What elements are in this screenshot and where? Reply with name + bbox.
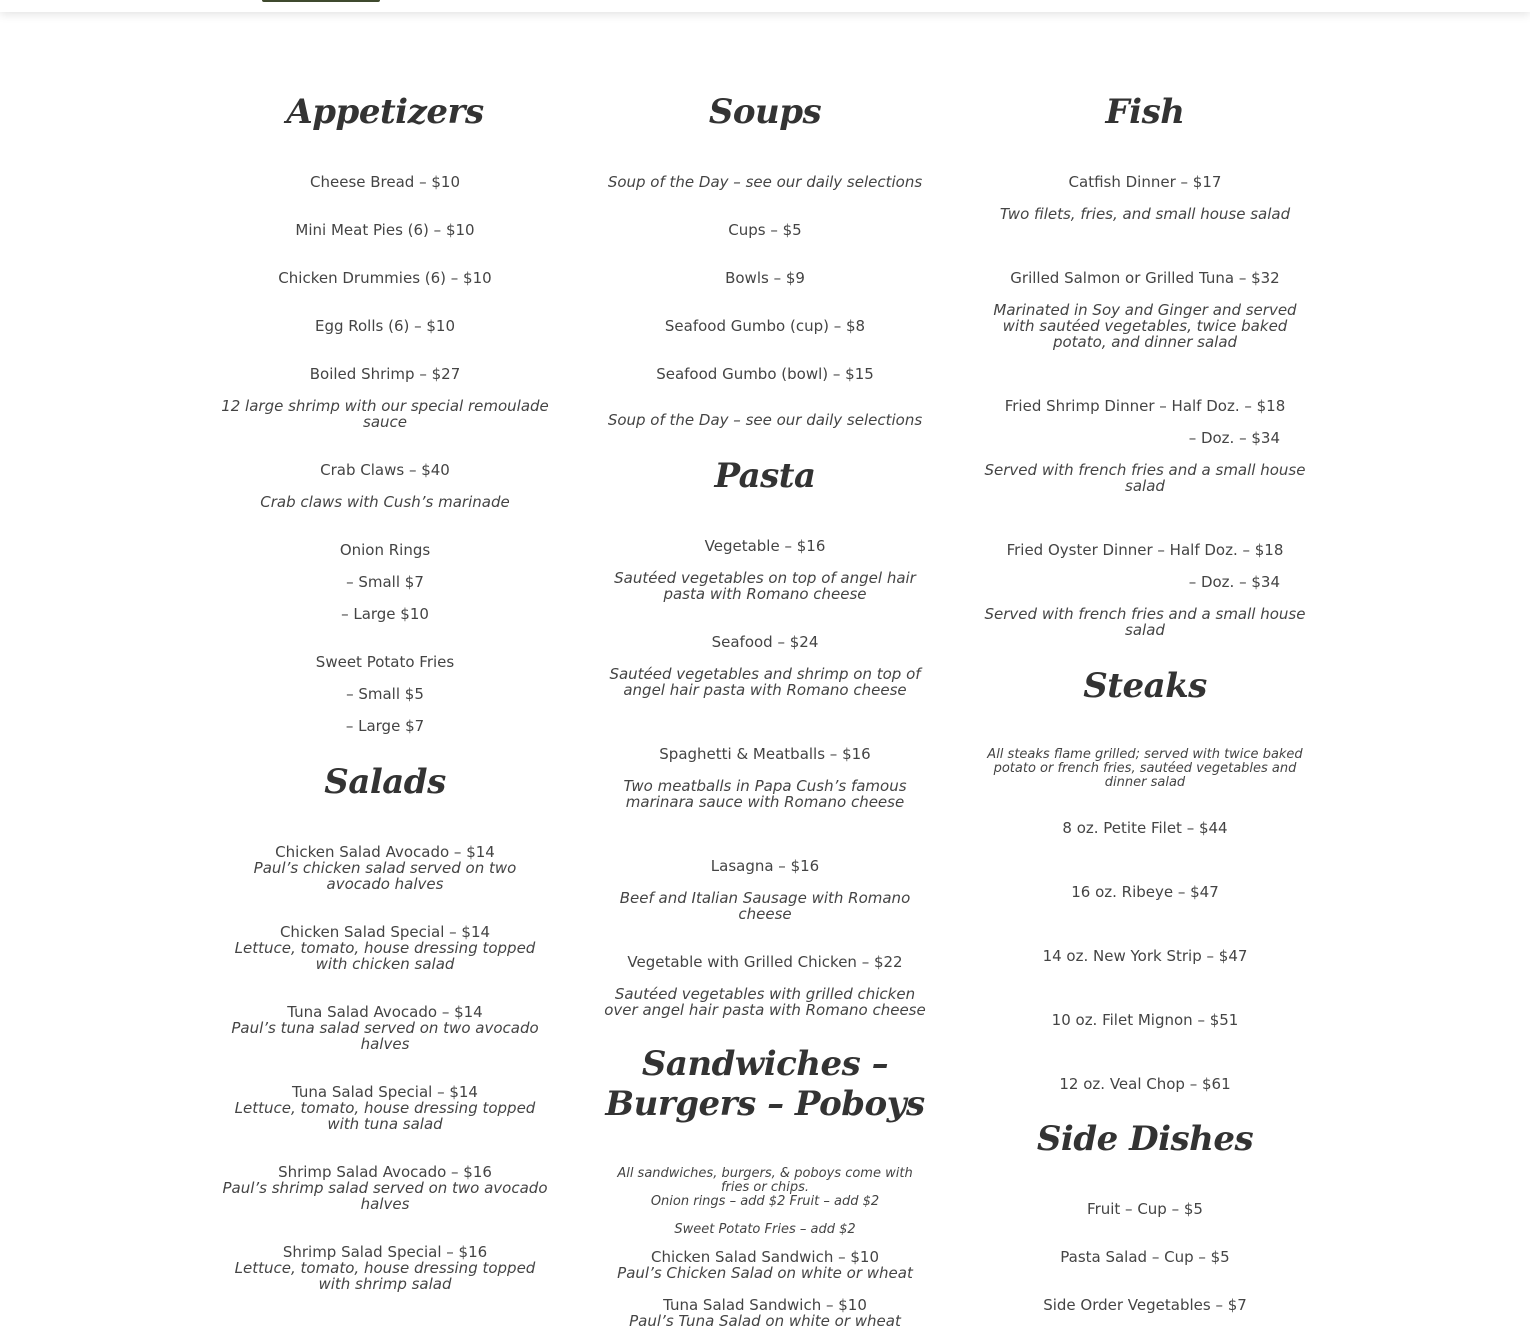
menu-item-tuna-salad-sandwich: Tuna Salad Sandwich – $10 [663, 1296, 867, 1314]
menu-item-description: Paul’s Chicken Salad on white or wheat [617, 1264, 913, 1282]
pasta-heading: Pasta [714, 456, 816, 496]
menu-item-price-dozen: – Doz. – $34 [1188, 573, 1280, 591]
menu-item-fried-oyster-dinner: Fried Oyster Dinner – Half Doz. – $18 [1006, 541, 1284, 559]
menu-item-seafood-pasta: Seafood – $24 [711, 633, 819, 651]
menu-item-cheese-bread: Cheese Bread – $10 [310, 173, 460, 191]
menu-item-chicken-salad-sandwich: Chicken Salad Sandwich – $10 [650, 1248, 879, 1266]
menu-item-price-large: – Large $10 [341, 605, 429, 623]
menu-item-description: Served with french fries and a small house salad [984, 461, 1306, 495]
logo[interactable] [262, 0, 380, 2]
menu-item-boiled-shrimp: Boiled Shrimp – $27 [309, 365, 461, 383]
menu-item-petite-filet: 8 oz. Petite Filet – $44 [1062, 819, 1228, 837]
sandwiches-note: All sandwiches, burgers, & poboys come with fries or chips. [617, 1166, 913, 1195]
menu-item-spaghetti-meatballs: Spaghetti & Meatballs – $16 [659, 745, 871, 763]
site-header [0, 0, 1530, 12]
menu-item-chicken-drummies: Chicken Drummies (6) – $10 [278, 269, 492, 287]
menu-item-veal-chop: 12 oz. Veal Chop – $61 [1059, 1075, 1231, 1093]
soups-heading: Soups [708, 92, 822, 132]
menu-item-shrimp-salad-avocado: Shrimp Salad Avocado – $16 [278, 1163, 492, 1181]
side-dishes-heading: Side Dishes [1036, 1119, 1254, 1159]
menu-item-description: Paul’s shrimp salad served on two avocado halves [222, 1179, 548, 1213]
menu-item-gumbo-cup: Seafood Gumbo (cup) – $8 [664, 317, 866, 335]
salads-heading: Salads [324, 762, 446, 802]
menu-item-price-dozen: – Doz. – $34 [1188, 429, 1280, 447]
menu-item-fruit-cup: Fruit – Cup – $5 [1087, 1200, 1203, 1218]
menu-item-pasta-salad-cup: Pasta Salad – Cup – $5 [1060, 1248, 1230, 1266]
menu-item-description: Crab claws with Cush’s marinade [260, 493, 510, 511]
menu-item-description: Sautéed vegetables with grilled chicken over angel hair pasta with Romano cheese [604, 985, 926, 1019]
menu-item-description: Beef and Italian Sausage with Romano cheese [619, 889, 911, 923]
menu-item-filet-mignon: 10 oz. Filet Mignon – $51 [1051, 1011, 1239, 1029]
sandwiches-sweet-potato-addon: Sweet Potato Fries – add $2 [674, 1222, 856, 1237]
menu-item-egg-rolls: Egg Rolls (6) – $10 [314, 317, 456, 335]
menu-item-description: Lettuce, tomato, house dressing topped with tuna salad [234, 1099, 536, 1133]
menu-item-description: Paul’s tuna salad served on two avocado halves [231, 1019, 539, 1053]
menu-item-vegetable-grilled-chicken: Vegetable with Grilled Chicken – $22 [627, 953, 903, 971]
menu-item-onion-rings: Onion Rings [339, 541, 431, 559]
menu-item-crab-claws: Crab Claws – $40 [320, 461, 450, 479]
menu-item-sweet-potato-fries: Sweet Potato Fries [315, 653, 455, 671]
menu-item-description: 12 large shrimp with our special remoulade sauce [221, 397, 549, 431]
appetizers-heading: Appetizers [286, 92, 484, 132]
menu-item-description: Lettuce, tomato, house dressing topped with shrimp salad [234, 1259, 536, 1293]
menu-item-price-large: – Large $7 [345, 717, 425, 735]
steaks-heading: Steaks [1083, 666, 1207, 706]
menu-item-side-vegetables: Side Order Vegetables – $7 [1043, 1296, 1247, 1314]
menu-item-cups: Cups – $5 [728, 221, 802, 239]
soup-of-the-day-note: Soup of the Day – see our daily selections [607, 173, 923, 191]
fish-heading: Fish [1105, 92, 1185, 132]
menu-item-tuna-salad-special: Tuna Salad Special – $14 [292, 1083, 478, 1101]
menu-item-tuna-salad-avocado: Tuna Salad Avocado – $14 [287, 1003, 483, 1021]
steaks-note: All steaks flame grilled; served with twice baked potato or french fries, sautéed vegetables and dinner salad [987, 747, 1303, 790]
menu-item-grilled-salmon-tuna: Grilled Salmon or Grilled Tuna – $32 [1010, 269, 1280, 287]
menu-item-mini-meat-pies: Mini Meat Pies (6) – $10 [295, 221, 475, 239]
menu-item-ribeye: 16 oz. Ribeye – $47 [1071, 883, 1219, 901]
menu-item-description: Sautéed vegetables and shrimp on top of angel hair pasta with Romano cheese [609, 665, 921, 699]
menu-item-description: Two filets, fries, and small house salad [999, 205, 1291, 223]
sandwiches-addons: Onion rings – add $2 Fruit – add $2 [650, 1194, 880, 1209]
sandwiches-heading: Sandwiches – Burgers – Poboys [605, 1044, 925, 1124]
menu-item-chicken-salad-avocado: Chicken Salad Avocado – $14 [275, 843, 495, 861]
menu-item-fried-shrimp-dinner: Fried Shrimp Dinner – Half Doz. – $18 [1004, 397, 1286, 415]
menu-item-gumbo-bowl: Seafood Gumbo (bowl) – $15 [656, 365, 874, 383]
menu-item-bowls: Bowls – $9 [725, 269, 805, 287]
menu-item-lasagna: Lasagna – $16 [710, 857, 820, 875]
menu-item-shrimp-salad-special: Shrimp Salad Special – $16 [282, 1243, 488, 1261]
menu-item-description: Paul’s Tuna Salad on white or wheat [629, 1312, 901, 1330]
menu-item-vegetable-pasta: Vegetable – $16 [704, 537, 826, 555]
menu-item-catfish-dinner: Catfish Dinner – $17 [1068, 173, 1222, 191]
menu-item-description: Lettuce, tomato, house dressing topped with chicken salad [234, 939, 536, 973]
menu-item-new-york-strip: 14 oz. New York Strip – $47 [1042, 947, 1248, 965]
soup-of-the-day-note: Soup of the Day – see our daily selections [607, 411, 923, 429]
menu-item-price-small: – Small $5 [346, 685, 424, 703]
menu-item-description: Served with french fries and a small house salad [984, 605, 1306, 639]
menu-item-description: Paul’s chicken salad served on two avocado halves [253, 859, 517, 893]
menu-item-description: Marinated in Soy and Ginger and served with sautéed vegetables, twice baked potato, and dinner salad [993, 301, 1297, 351]
menu-item-description: Sautéed vegetables on top of angel hair pasta with Romano cheese [614, 569, 916, 603]
menu-item-price-small: – Small $7 [346, 573, 424, 591]
menu-item-chicken-salad-special: Chicken Salad Special – $14 [279, 923, 491, 941]
menu-item-description: Two meatballs in Papa Cush’s famous marinara sauce with Romano cheese [623, 777, 907, 811]
